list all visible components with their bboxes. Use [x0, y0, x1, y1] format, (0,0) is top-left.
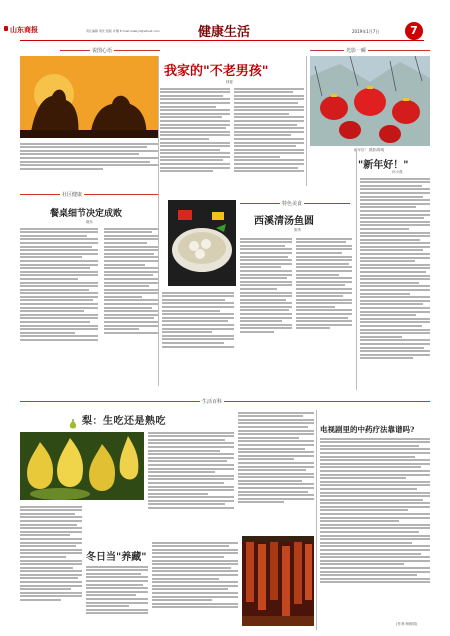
newyear-article-body: [360, 176, 430, 394]
pear-article-body-col3: [238, 410, 314, 534]
issue-date: 2019年1月7日: [352, 29, 380, 34]
main-article-body-col2: [234, 86, 304, 186]
paper-name: 山东商报: [10, 25, 38, 34]
food-article-body-col1: [20, 226, 98, 362]
section-header-top-left: [60, 47, 160, 53]
lantern-photo-caption: 新年好！ 摄影/陈明: [354, 148, 385, 152]
section-header-middle-right: [240, 200, 350, 206]
page-number: 7: [410, 24, 418, 37]
fish-soup-photo: [168, 200, 236, 286]
tv-article-title: 电视剧里的中药疗法靠谱吗?: [320, 425, 415, 434]
section-label: 光影一瞬: [346, 48, 367, 54]
food-article-body-col3: [162, 290, 234, 362]
column-divider: [316, 410, 317, 630]
food-article-byline: 晓东: [86, 220, 93, 224]
section-label: 生活百科: [202, 399, 223, 405]
food-article-body-col2: [104, 226, 158, 362]
soup-article-title: 西溪清汤鱼圆: [254, 216, 314, 227]
section-label: 说图心语: [92, 48, 113, 54]
masthead: [0, 0, 450, 40]
pear-photo: [20, 432, 144, 500]
tv-article-body: [320, 436, 430, 620]
main-article-body-col1: [160, 86, 230, 186]
pear-article-body-col2: [148, 430, 234, 534]
soup-article-byline: 陈秀: [294, 228, 301, 232]
masthead-rule: [20, 40, 424, 41]
winter-article-body-col1: [86, 564, 148, 630]
paper-logo: [4, 26, 8, 31]
main-article-title: 我家的"不老男孩": [164, 64, 269, 79]
winter-article-body-col2: [152, 540, 238, 630]
section-title: 健康生活: [198, 25, 251, 40]
pear-icon: [68, 414, 78, 424]
pear-article-title: 梨：生吃还是熟吃: [82, 416, 166, 427]
newyear-article-byline: 孙小燕: [392, 170, 403, 174]
column-divider: [306, 56, 307, 186]
section-label: 特色美食: [282, 201, 303, 207]
soup-article-body-col2: [296, 236, 352, 362]
main-article-byline: 林夏: [226, 80, 233, 84]
newyear-article-title: "新年好！": [358, 160, 409, 171]
column-divider: [356, 150, 357, 390]
page-number-badge: [405, 22, 423, 40]
pear-article-body-col1: [20, 504, 82, 628]
winter-article-title: 冬日当"养藏": [86, 552, 147, 563]
silhouette-caption-text: [20, 141, 158, 186]
section-label: 社区健康: [62, 192, 83, 198]
food-article-title: 餐桌细节决定成败: [50, 209, 123, 219]
festive-food-photo: [242, 536, 314, 626]
section-header-middle-left: [20, 191, 158, 197]
section-header-top-right: [310, 47, 430, 53]
section-header-bottom: [20, 398, 430, 404]
lantern-photo: [310, 56, 430, 146]
tv-article-byline: (作者:杨树明): [396, 622, 418, 626]
masthead-meta: 责任编辑 周先 组版 许娜 E-mail:sdsbyd@sdnet.com: [86, 29, 160, 33]
silhouette-illustration: [20, 56, 158, 138]
column-divider: [158, 56, 159, 386]
soup-article-body-col1: [240, 236, 292, 362]
